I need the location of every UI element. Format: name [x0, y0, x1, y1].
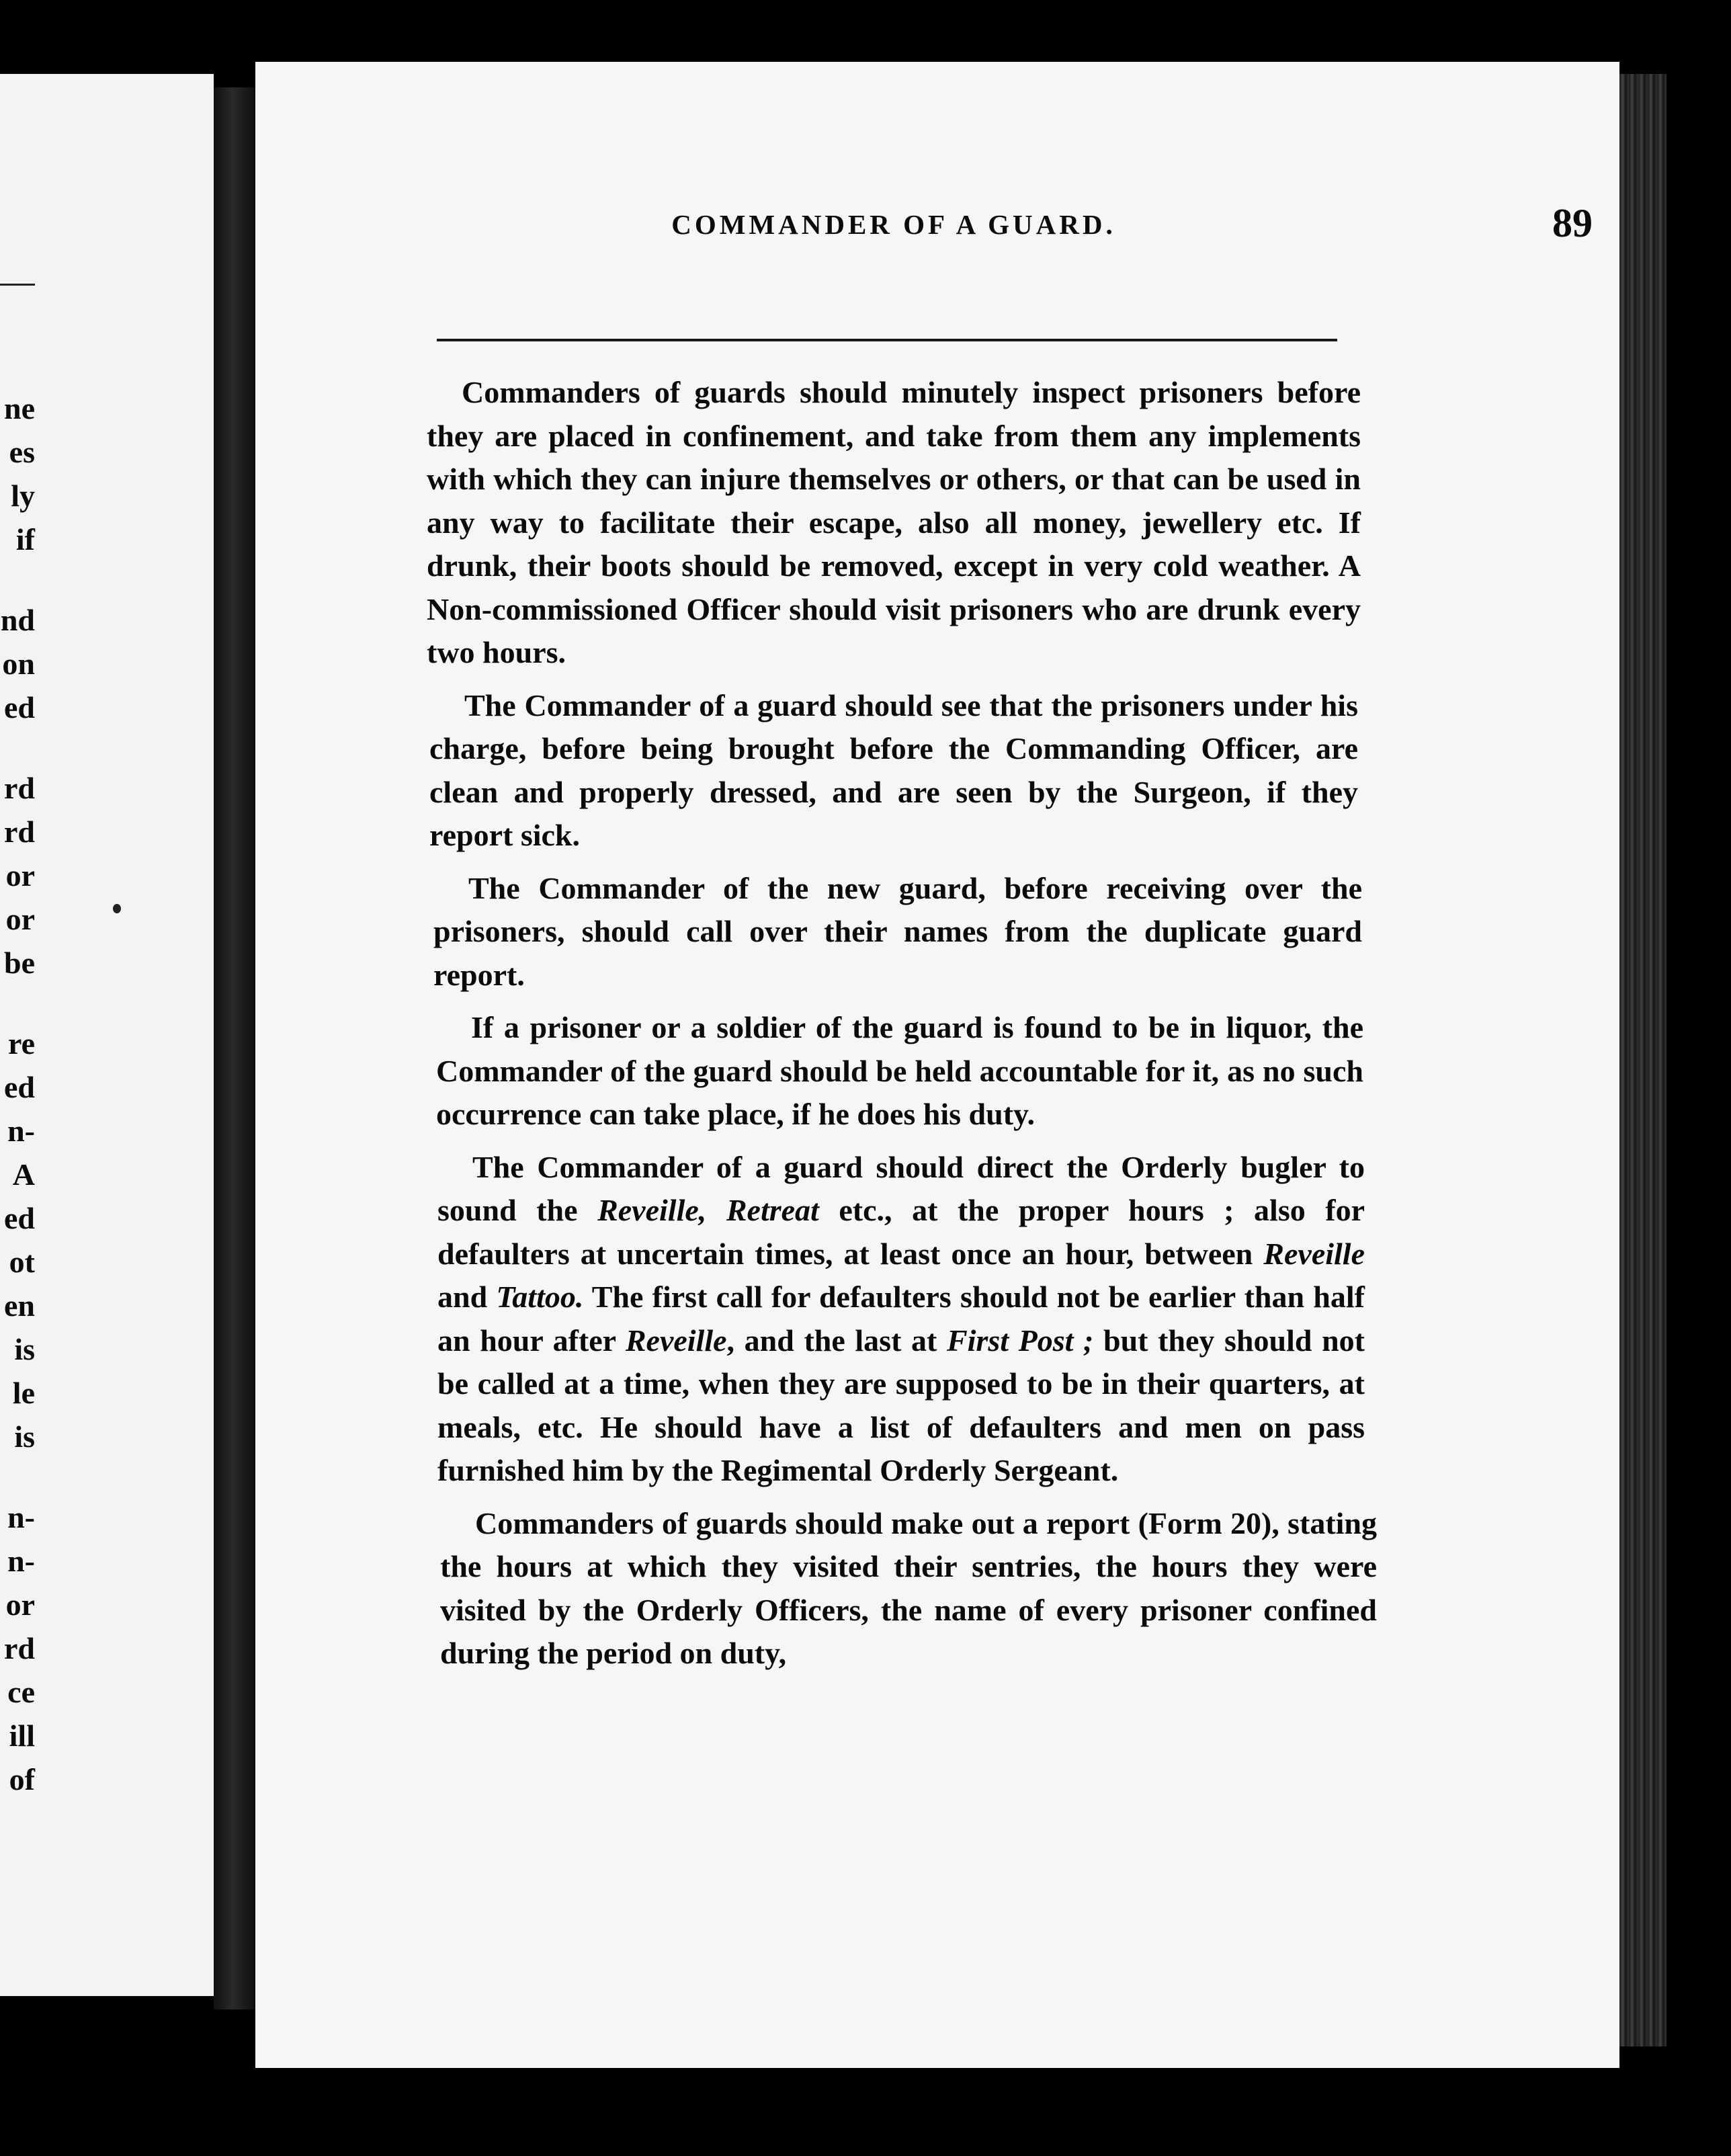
text-run: Commanders of guards should make out a report (Form 20), stating the hours at which they visited their sentries, the hours they were visited by the Orderly Officers, the name of every prisoner confined during the period on duty,: [440, 1505, 1377, 1670]
left-page: [0, 74, 214, 1996]
italic-term: Reveille: [625, 1323, 727, 1358]
left-page-fragment: n-: [7, 1114, 35, 1148]
left-page-fragment: is: [14, 1332, 35, 1366]
left-page-fragment: ed: [4, 1070, 35, 1104]
left-page-fragment: n-: [7, 1500, 35, 1534]
running-title: COMMANDER OF A GUARD.: [671, 209, 1116, 240]
header-rule: [437, 339, 1337, 341]
italic-term: Reveille,: [597, 1193, 707, 1227]
left-page-fragment: is: [14, 1419, 35, 1454]
paragraph: [427, 371, 1361, 675]
left-page-text-fragments: [0, 74, 35, 1996]
text-run: The Commander of a guard should direct the Orderly bugler to sound the: [437, 1149, 1365, 1227]
text-run: but they should not be called at a time, when they are supposed to be in their quarters, at meals, etc. He should have a list of defaulters and men on pass furnished him by the Regimental Orderly Sergeant.: [437, 1323, 1365, 1487]
left-page-fragment: A: [12, 1157, 35, 1192]
left-page-fragment: le: [12, 1376, 35, 1410]
text-run: [706, 1193, 726, 1227]
left-page-fragment: ill: [9, 1718, 35, 1753]
text-run: The first call for defaulters should not be earlier than half an hour after: [437, 1280, 1365, 1358]
ink-speck: [113, 904, 121, 913]
text-run: The Commander of the new guard, before receiving over the prisoners, should call over their names from the duplicate guard report.: [433, 870, 1362, 992]
page-header: [437, 201, 1593, 255]
left-page-fragment: be: [4, 946, 35, 980]
left-page-fragment: on: [2, 647, 35, 681]
italic-term: Retreat: [726, 1193, 819, 1227]
left-page-fragment: nd: [0, 603, 35, 637]
text-run: , and the last at: [726, 1323, 947, 1358]
left-page-fragment: if: [15, 522, 35, 556]
left-page-fragment: ly: [11, 479, 35, 513]
left-page-fragment: ed: [4, 690, 35, 724]
text-run: If a prisoner or a soldier of the guard is found to be in liquor, the Commander of the guard should be held accountable for it, as no such occurrence can take place, if he does his duty.: [436, 1010, 1363, 1131]
left-page-fragment: ed: [4, 1201, 35, 1235]
body-text: [427, 371, 1377, 1685]
text-run: The Commander of a guard should see that the prisoners under his charge, before being brought before the Commanding Officer, are clean and properly dressed, and are seen by the Surgeon, if they report sick.: [429, 688, 1358, 852]
page-edges: [1619, 74, 1666, 2046]
paragraph: [429, 684, 1358, 858]
left-page-fragment: ne: [4, 391, 35, 425]
left-page-fragment: rd: [4, 771, 35, 805]
left-page-fragment: of: [9, 1762, 35, 1796]
text-run: and: [437, 1280, 497, 1314]
paragraph: [436, 1006, 1363, 1136]
italic-term: First Post ;: [946, 1323, 1094, 1358]
left-page-fragment: ot: [9, 1245, 35, 1279]
left-page-fragment: or: [5, 1587, 35, 1622]
paragraph: [437, 1146, 1365, 1493]
text-run: Commanders of guards should minutely inspect prisoners before they are placed in confinement, and take from them any implements with which they can injure themselves or others, or that can be used in any way to facilitate their escape, also all money, jewellery etc. If drunk, their boots should be removed, except in very cold weather. A Non-commissioned Officer should visit prisoners who are drunk every two hours.: [427, 375, 1361, 669]
paragraph: [440, 1502, 1377, 1675]
left-page-fragment: es: [9, 435, 35, 469]
left-page-fragment: re: [7, 1026, 35, 1061]
right-page: [255, 62, 1619, 2068]
left-page-fragment: n-: [7, 1544, 35, 1578]
left-page-fragment: rd: [4, 815, 35, 849]
left-page-fragment: or: [5, 902, 35, 936]
italic-term: Tattoo.: [496, 1280, 584, 1314]
page-number: 89: [1552, 201, 1593, 245]
left-page-fragment: en: [4, 1288, 35, 1323]
text-run: etc., at the proper hours ; also for defaulters at uncertain times, at least once an hour, between: [437, 1193, 1365, 1271]
paragraph: [433, 867, 1362, 997]
book-gutter: [214, 87, 255, 2009]
italic-term: Reveille: [1263, 1236, 1365, 1271]
left-page-fragment: or: [5, 858, 35, 893]
left-page-fragment: rd: [4, 1631, 35, 1665]
left-page-fragment: ce: [7, 1675, 35, 1709]
